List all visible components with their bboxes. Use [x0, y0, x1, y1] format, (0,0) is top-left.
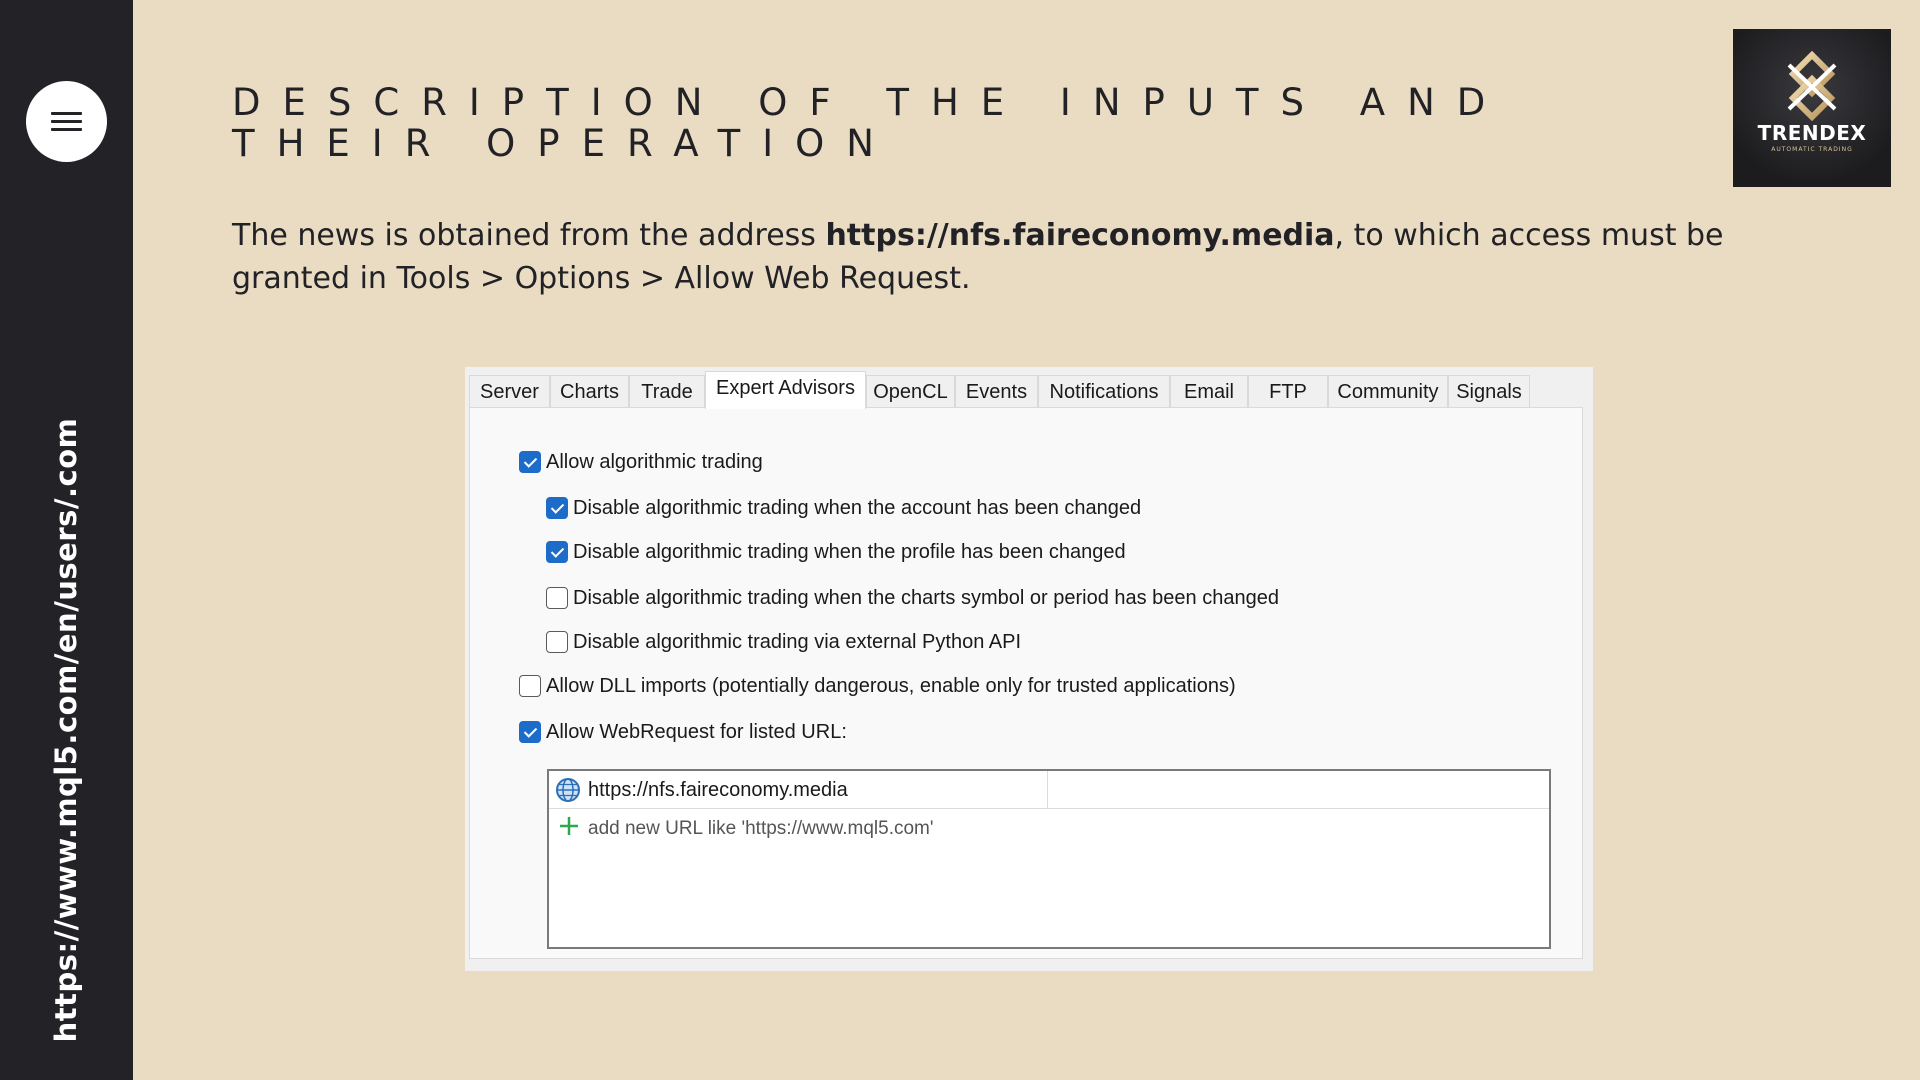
option-label: Disable algorithmic trading via external Python API — [573, 630, 1022, 653]
plus-icon — [558, 815, 580, 837]
globe-icon — [555, 777, 581, 803]
hamburger-icon-line — [51, 128, 82, 131]
tab-opencl[interactable]: OpenCL — [866, 375, 955, 408]
checkbox-checked-icon — [546, 541, 568, 563]
tab-expert-advisors[interactable]: Expert Advisors — [705, 371, 866, 409]
tab-trade[interactable]: Trade — [629, 375, 705, 408]
hamburger-icon — [51, 112, 82, 115]
checkbox-unchecked-icon — [519, 675, 541, 697]
allow-algo-trading-checkbox[interactable] — [519, 449, 763, 475]
tab-events[interactable]: Events — [955, 375, 1038, 408]
tab-signals[interactable]: Signals — [1448, 375, 1530, 408]
page-title: DESCRIPTION OF THE INPUTS AND THEIR OPERATION — [232, 81, 1508, 165]
option-label: Allow DLL imports (potentially dangerous, enable only for trusted applications) — [546, 674, 1236, 697]
add-url-placeholder: add new URL like 'https://www.mql5.com' — [588, 818, 934, 839]
trendex-logo — [1733, 29, 1891, 187]
tab-notifications[interactable]: Notifications — [1038, 375, 1170, 408]
option-label: Disable algorithmic trading when the profile has been changed — [573, 540, 1126, 563]
description-url: https://nfs.faireconomy.media — [825, 218, 1335, 253]
url-list-item[interactable] — [549, 771, 1549, 809]
logo-name: TRENDEX — [1757, 121, 1867, 145]
checkbox-checked-icon — [519, 721, 541, 743]
logo-tagline: AUTOMATIC TRADING — [1771, 146, 1853, 153]
add-url-row[interactable] — [549, 811, 1549, 845]
disable-on-symbol-change-checkbox[interactable] — [546, 585, 1279, 611]
url-entry-text: https://nfs.faireconomy.media — [588, 779, 848, 801]
menu-button[interactable] — [26, 81, 107, 162]
option-label: Allow algorithmic trading — [546, 450, 763, 473]
tab-ftp[interactable]: FTP — [1248, 375, 1328, 408]
tab-charts[interactable]: Charts — [550, 375, 629, 408]
allow-dll-imports-checkbox[interactable] — [519, 673, 1236, 699]
column-separator — [1047, 771, 1048, 808]
tab-server[interactable]: Server — [469, 375, 550, 408]
allowed-url-list[interactable] — [547, 769, 1551, 949]
checkbox-unchecked-icon — [546, 587, 568, 609]
options-dialog — [465, 367, 1593, 971]
description-text — [232, 214, 1792, 300]
disable-python-api-checkbox[interactable] — [546, 629, 1021, 655]
expert-advisors-panel — [469, 407, 1583, 959]
option-label: Allow WebRequest for listed URL: — [546, 720, 847, 743]
sidebar — [0, 0, 133, 1080]
logo-mark-icon — [1773, 51, 1851, 121]
description-after: , to which access must be granted in Tools > Options > Allow Web Request. — [232, 218, 1724, 296]
tab-community[interactable]: Community — [1328, 375, 1448, 408]
tab-email[interactable]: Email — [1170, 375, 1248, 408]
option-label: Disable algorithmic trading when the charts symbol or period has been changed — [573, 586, 1279, 609]
checkbox-checked-icon — [546, 497, 568, 519]
checkbox-checked-icon — [519, 451, 541, 473]
hamburger-icon-line — [51, 120, 82, 123]
option-label: Disable algorithmic trading when the account has been changed — [573, 496, 1142, 519]
profile-url-link[interactable]: https://www.mql5.com/en/users/.com — [49, 417, 83, 1043]
disable-on-profile-change-checkbox[interactable] — [546, 539, 1126, 565]
disable-on-account-change-checkbox[interactable] — [546, 495, 1141, 521]
allow-webrequest-checkbox[interactable] — [519, 719, 847, 745]
checkbox-unchecked-icon — [546, 631, 568, 653]
description-before: The news is obtained from the address — [232, 218, 826, 253]
